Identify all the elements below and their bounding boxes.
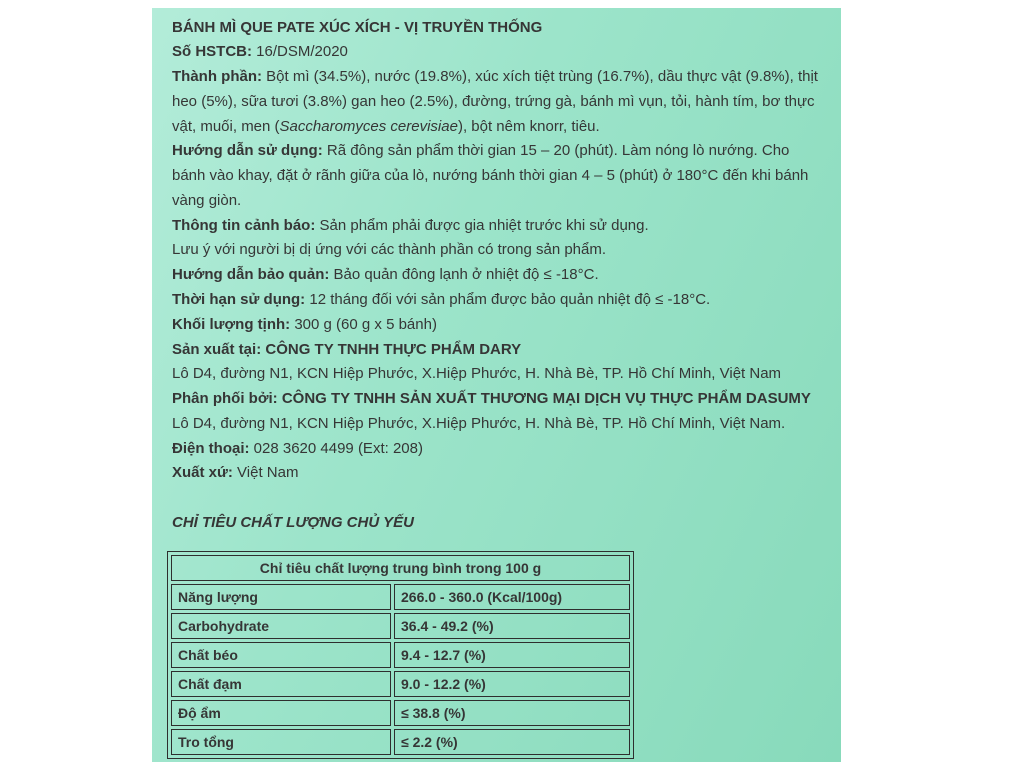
storage-label: Hướng dẫn bảo quản: — [172, 266, 330, 284]
quality-table-header: Chỉ tiêu chất lượng trung bình trong 100 g — [171, 555, 630, 581]
warning-label: Thông tin cảnh báo: — [172, 216, 316, 234]
net-weight-label: Khối lượng tịnh: — [172, 315, 291, 333]
ingredients-text-3-start: vật, muối, men ( — [172, 117, 280, 135]
ingredients-label: Thành phần: — [172, 68, 262, 86]
quality-value-energy: 266.0 - 360.0 (Kcal/100g) — [394, 584, 630, 610]
quality-value-moisture: ≤ 38.8 (%) — [394, 700, 630, 726]
phone-line — [172, 437, 834, 462]
usage-line-3: vàng giòn. — [172, 191, 242, 209]
warning-value: Sản phẩm phải được gia nhiệt trước khi sử dụng. — [319, 216, 649, 234]
manufacturer-label: Sản xuất tại: — [172, 340, 262, 358]
warning-line — [172, 214, 834, 239]
origin-line — [172, 461, 834, 486]
product-title: BÁNH MÌ QUE PATE XÚC XÍCH - VỊ TRUYỀN THỐNG — [172, 18, 543, 36]
net-weight-value: 300 g (60 g x 5 bánh) — [294, 315, 437, 333]
shelf-life-value: 12 tháng đối với sản phẩm được bảo quản nhiệt độ ≤ -18°C. — [309, 291, 711, 309]
shelf-life-line — [172, 288, 834, 313]
manufacturer-line — [172, 338, 834, 363]
usage-line-2: bánh vào khay, đặt ở rãnh giữa của lò, nướng bánh thời gian 4 – 5 (phút) ở 180°C đến khi bánh — [172, 167, 809, 185]
net-weight-line — [172, 313, 834, 338]
quality-value-protein: 9.0 - 12.2 (%) — [394, 671, 630, 697]
shelf-life-label: Thời hạn sử dụng: — [172, 291, 306, 309]
storage-value: Bảo quản đông lạnh ở nhiệt độ ≤ -18°C. — [333, 266, 599, 284]
distributor-name: CÔNG TY TNHH SẢN XUẤT THƯƠNG MẠI DỊCH VỤ THỰC PHẨM DASUMY — [281, 390, 811, 408]
origin-value: Việt Nam — [237, 464, 299, 482]
usage-line-1 — [172, 139, 834, 164]
origin-label: Xuất xứ: — [172, 464, 233, 482]
ingredients-line-3 — [172, 115, 834, 140]
yeast-species-name: Saccharomyces cerevisiae — [279, 117, 458, 135]
quality-name-carbohydrate: Carbohydrate — [171, 613, 391, 639]
quality-table — [167, 551, 634, 759]
ingredients-text-1: Bột mì (34.5%), nước (19.8%), xúc xích tiệt trùng (16.7%), dầu thực vật (9.8%), thịt — [266, 68, 818, 86]
phone-value: 028 3620 4499 (Ext: 208) — [253, 439, 423, 457]
registration-line — [172, 40, 834, 65]
phone-label: Điện thoại: — [172, 439, 250, 457]
product-info-block — [172, 16, 834, 536]
usage-label: Hướng dẫn sử dụng: — [172, 142, 323, 160]
quality-value-fat: 9.4 - 12.7 (%) — [394, 642, 630, 668]
section-spacer — [172, 486, 834, 511]
quality-heading: CHỈ TIÊU CHẤT LƯỢNG CHỦ YẾU — [172, 513, 414, 531]
quality-name-ash: Tro tổng — [171, 729, 391, 755]
quality-value-ash: ≤ 2.2 (%) — [394, 729, 630, 755]
registration-value: 16/DSM/2020 — [256, 43, 348, 61]
ingredients-text-3-end: ), bột nêm knorr, tiêu. — [457, 117, 600, 135]
distributor-line — [172, 387, 834, 412]
usage-text-1: Rã đông sản phẩm thời gian 15 – 20 (phút). Làm nóng lò nướng. Cho — [326, 142, 790, 160]
manufacturer-address: Lô D4, đường N1, KCN Hiệp Phước, X.Hiệp Phước, H. Nhà Bè, TP. Hồ Chí Minh, Việt Nam — [172, 365, 782, 383]
quality-name-fat: Chất béo — [171, 642, 391, 668]
quality-name-moisture: Độ ẩm — [171, 700, 391, 726]
quality-name-energy: Năng lượng — [171, 584, 391, 610]
ingredients-line-2: heo (5%), sữa tươi (3.8%) gan heo (2.5%), đường, trứng gà, bánh mì vụn, tỏi, hành tím, bơ thực — [172, 92, 815, 110]
product-label-panel — [152, 8, 841, 762]
ingredients-line-1 — [172, 65, 834, 90]
distributor-label: Phân phối bởi: — [172, 390, 278, 408]
quality-name-protein: Chất đạm — [171, 671, 391, 697]
allergy-note: Lưu ý với người bị dị ứng với các thành phần có trong sản phẩm. — [172, 241, 607, 259]
quality-value-carbohydrate: 36.4 - 49.2 (%) — [394, 613, 630, 639]
distributor-address: Lô D4, đường N1, KCN Hiệp Phước, X.Hiệp Phước, H. Nhà Bè, TP. Hồ Chí Minh, Việt Nam. — [172, 414, 786, 432]
storage-line — [172, 263, 834, 288]
manufacturer-name: CÔNG TY TNHH THỰC PHẨM DARY — [265, 340, 522, 358]
registration-label: Số HSTCB: — [172, 43, 252, 61]
